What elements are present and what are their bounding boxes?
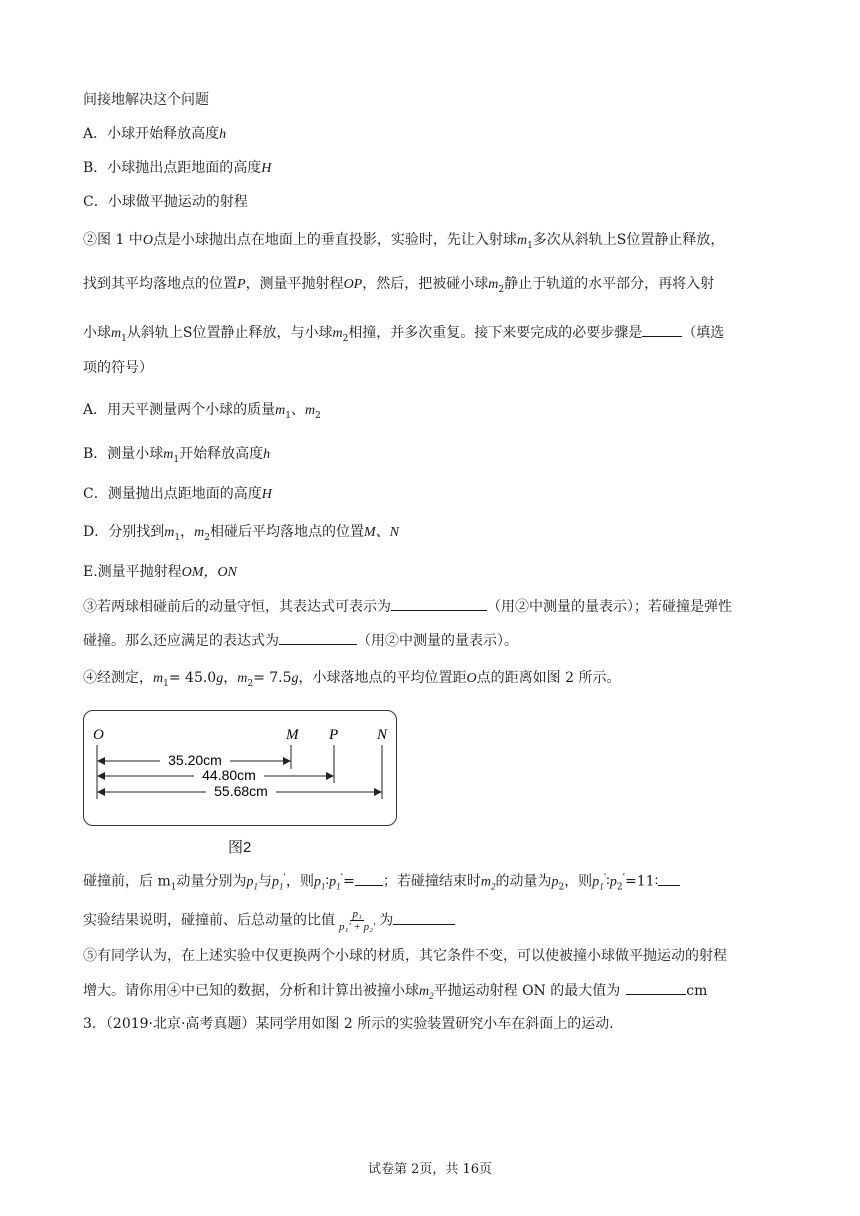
math-var: OM，ON	[181, 565, 237, 580]
math-var: m	[275, 403, 286, 418]
math-var: p	[609, 874, 617, 890]
subscript: 2	[429, 990, 434, 1001]
option-text: C．小球做平抛运动的射程	[83, 194, 248, 210]
text: ，则	[564, 873, 593, 890]
text: 项的符号）	[83, 360, 153, 376]
answer-blank[interactable]	[279, 630, 357, 645]
option-e	[83, 562, 237, 583]
answer-blank[interactable]	[658, 871, 680, 886]
text: 开始释放高度	[179, 446, 264, 462]
text: 的动量为	[495, 873, 552, 890]
math-var: m	[237, 671, 248, 686]
text: 点是小球抛出点在地面上的垂直投影，实验时，先让入射球	[152, 232, 517, 248]
fraction-denominator: p₁' + p₂'	[339, 921, 376, 933]
text: 动量分别为	[176, 873, 247, 890]
math-var: O	[142, 233, 153, 248]
math-var: h	[219, 127, 227, 142]
text-line	[83, 230, 724, 256]
subscript: 1	[599, 881, 604, 892]
text: 从斜轨上S位置静止释放，与小球	[126, 325, 333, 341]
math-var: m	[164, 525, 175, 540]
text: ，	[223, 670, 238, 686]
text: 多次从斜轨上S位置静止释放，	[532, 232, 725, 248]
text-line	[83, 908, 455, 933]
math-var: m	[488, 277, 499, 292]
text: 3．（2019·北京·高考真题）某同学用如图 2 所示的实验装置研究小车在斜面上的运动．	[83, 1016, 624, 1032]
math-var: m	[516, 233, 528, 248]
answer-blank[interactable]	[642, 322, 682, 337]
question-3	[83, 1014, 623, 1034]
option-b	[83, 158, 271, 179]
label-O: O	[93, 727, 104, 743]
math-var: m	[163, 447, 174, 462]
text: ，然后，把被碰小球	[362, 276, 489, 292]
text: ∶	[606, 873, 610, 890]
text: ⑤有同学认为，在上述实验中仅更换两个小球的材质，其它条件不变，可以使被撞小球做平抛运动的射程	[83, 948, 727, 964]
option-d	[83, 522, 399, 548]
text: ；若碰撞结束时	[382, 873, 481, 890]
text: ，小球落地点的平均位置距	[298, 670, 467, 686]
text: 点的距离如图 2 所示。	[476, 670, 621, 686]
text: 小球	[83, 325, 111, 341]
math-var: m	[332, 326, 343, 341]
text: 增大。请你用④中已知的数据，分析和计算出被撞小球	[83, 983, 419, 999]
distance-ON: 55.68cm	[214, 783, 268, 799]
text: =11∶	[625, 873, 659, 890]
math-var: H	[261, 487, 272, 502]
option-text: A．小球开始释放高度	[83, 126, 220, 142]
subscript: 1	[336, 881, 341, 892]
distance-OP: 44.80cm	[202, 767, 256, 783]
option-text: C．测量抛出点距地面的高度	[83, 486, 262, 502]
math-var: p	[313, 874, 321, 890]
math-var: O	[466, 671, 477, 686]
math-var: p	[592, 874, 600, 890]
label-N: N	[377, 727, 388, 743]
subscript: 1	[121, 333, 127, 344]
subscript: 1	[285, 410, 291, 421]
subscript: 2	[558, 882, 565, 893]
prime: '	[603, 873, 607, 883]
subscript: 2	[498, 284, 505, 295]
math-var: m	[480, 874, 491, 890]
text-line	[83, 90, 209, 110]
math-var: p	[271, 874, 279, 890]
unit: cm	[686, 983, 708, 999]
number: = 45.0	[168, 670, 217, 686]
prime: '	[283, 873, 286, 883]
answer-blank[interactable]	[626, 980, 686, 995]
text-line	[83, 322, 724, 349]
answer-blank[interactable]	[355, 871, 383, 886]
text-line	[83, 668, 620, 694]
math-var: OP	[343, 277, 363, 292]
text: 静止于轨道的水平部分，再将入射	[504, 276, 715, 292]
subscript: 1	[527, 240, 533, 251]
text: 为	[379, 912, 394, 929]
subscript: 2	[342, 333, 349, 344]
math-var: g	[216, 671, 224, 686]
label-P: P	[329, 727, 339, 743]
math-var: H	[261, 161, 272, 176]
text-line	[83, 868, 680, 897]
text: ∶	[325, 873, 330, 890]
math-var: m	[304, 403, 316, 418]
line-text: 间接地解决这个问题	[83, 92, 209, 108]
text: 找到其平均落地点的位置	[83, 276, 237, 292]
option-text: B．小球抛出点距地面的高度	[83, 160, 262, 176]
math-var: m	[111, 326, 122, 341]
text: 碰撞前，后 m	[83, 873, 171, 890]
subscript: 2	[315, 410, 321, 421]
figure-2	[83, 710, 397, 826]
text-line	[83, 630, 518, 651]
subscript: 1	[320, 881, 326, 892]
subscript: 1	[253, 881, 258, 892]
math-var: h	[263, 447, 271, 462]
math-var: p	[329, 874, 337, 890]
text: ④经测定，	[83, 670, 153, 686]
option-a	[83, 400, 321, 426]
text: 相撞，并多次重复。接下来要完成的必要步骤是	[348, 325, 643, 341]
option-a	[83, 124, 226, 145]
text: =	[343, 873, 355, 890]
figure-caption: 图2	[228, 839, 252, 856]
subscript: 2	[490, 881, 496, 892]
option-text: D．分别找到	[83, 524, 165, 540]
page-footer: 试卷第 2页，共 16页	[367, 1162, 493, 1177]
prime: '	[340, 873, 344, 883]
math-var: m	[194, 525, 205, 540]
subscript: 1	[163, 678, 169, 689]
subscript: 2	[204, 532, 210, 543]
label-M: M	[286, 727, 299, 743]
math-var: p	[551, 874, 559, 890]
distance-diagram	[84, 711, 398, 827]
text: ②图 1 中	[83, 232, 143, 248]
option-b	[83, 444, 270, 470]
text: ，测量平抛射程	[245, 276, 344, 292]
option-text: B．测量小球	[83, 446, 164, 462]
text: 平抛运动射程 ON 的最大值为	[433, 983, 621, 999]
math-var: m	[153, 671, 164, 686]
text: ，则	[285, 873, 314, 890]
answer-blank[interactable]	[391, 596, 487, 611]
math-var: m	[419, 984, 430, 999]
text: 、	[290, 402, 305, 418]
text: 相碰后平均落地点的位置	[209, 524, 364, 540]
number: = 7.5	[253, 670, 292, 686]
text: ③若两球相碰前后的动量守恒，其表达式可表示为	[83, 599, 391, 615]
math-var: g	[291, 671, 299, 686]
fraction	[337, 908, 377, 933]
math-var: M、N	[363, 525, 399, 540]
text: （用②中测量的量表示）。	[357, 633, 518, 649]
text: ，	[180, 524, 195, 540]
subscript: 1	[278, 881, 284, 892]
distance-OM: 35.20cm	[168, 752, 222, 768]
option-c	[83, 192, 248, 212]
prime: '	[622, 873, 626, 883]
text-line	[83, 596, 732, 617]
text-line	[83, 274, 714, 300]
text: 与	[257, 873, 272, 890]
option-c	[83, 484, 272, 505]
subscript: 1	[173, 454, 180, 465]
fraction-numerator: p₁	[352, 908, 362, 920]
math-var: p	[246, 874, 254, 890]
text-line	[83, 358, 153, 378]
option-text: A．用天平测量两个小球的质量	[83, 402, 276, 418]
option-text: E.测量平抛射程	[83, 564, 182, 580]
answer-blank[interactable]	[393, 910, 455, 925]
text-line	[83, 980, 707, 1006]
subscript: 2	[247, 678, 254, 689]
subscript: 1	[170, 882, 177, 893]
subscript: 1	[174, 532, 181, 543]
text: （填选	[682, 325, 725, 341]
math-var: P	[237, 277, 246, 292]
text: 碰撞。那么还应满足的表达式为	[83, 633, 279, 649]
text: （用②中测量的量表示）；若碰撞是弹性	[487, 599, 732, 615]
text: 实验结果说明，碰撞前、后总动量的比值	[83, 912, 335, 929]
text-line	[83, 946, 727, 966]
subscript: 2	[616, 882, 623, 893]
